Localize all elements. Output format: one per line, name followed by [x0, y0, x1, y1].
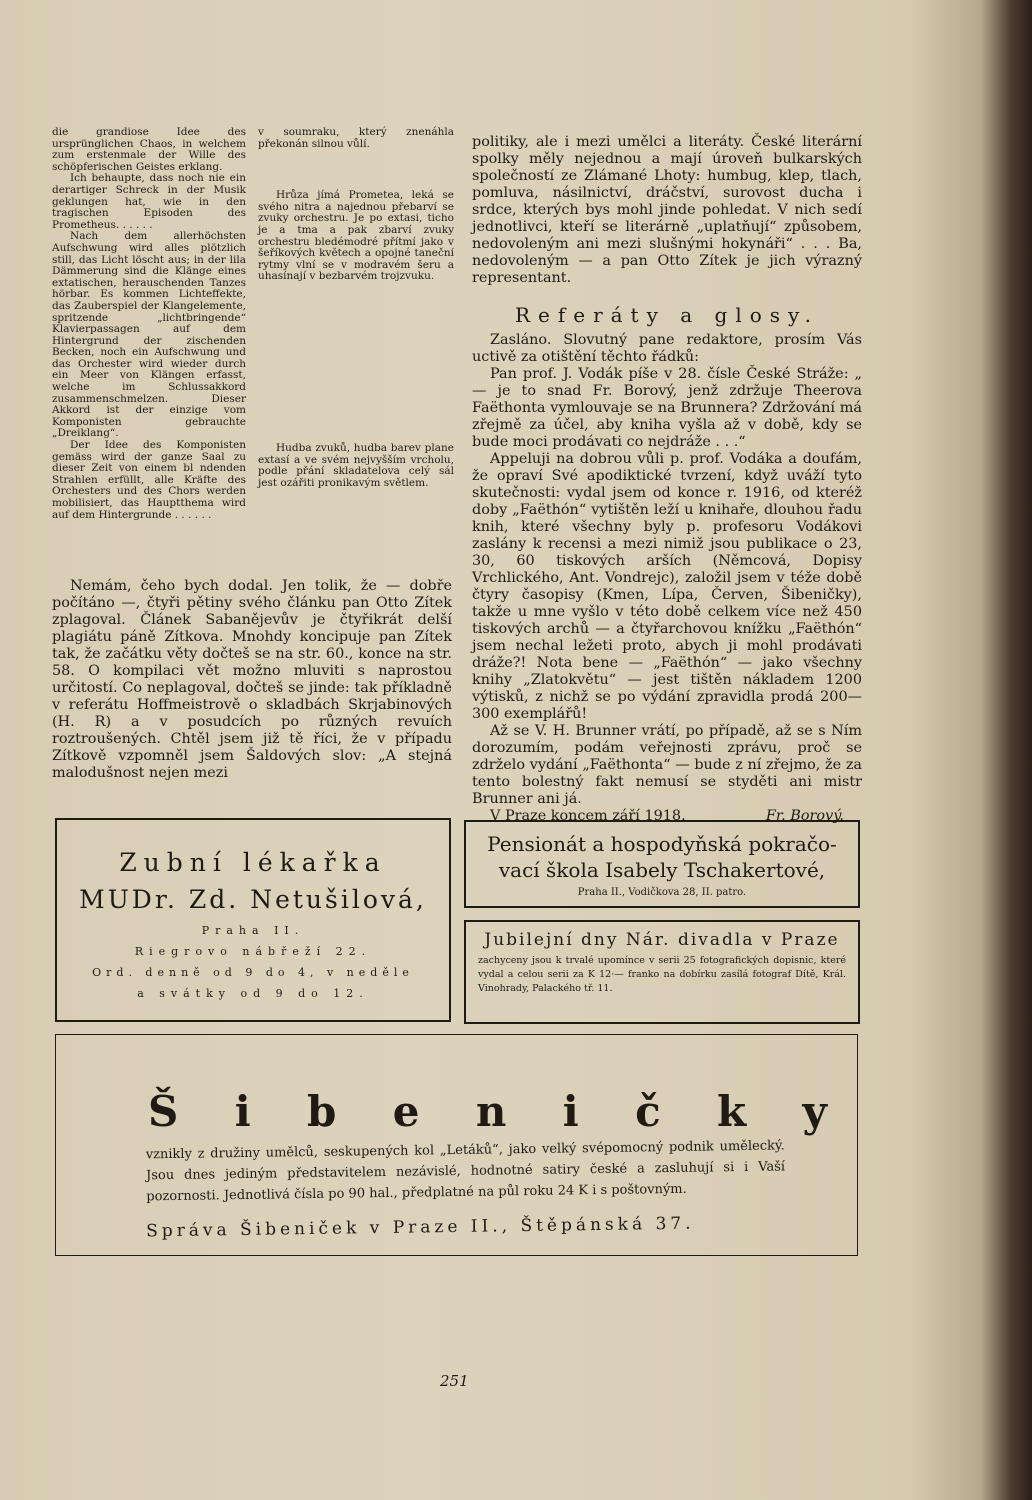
ad-dentist-title: Zubní lékařka: [119, 848, 387, 877]
title-letter: Š: [148, 1087, 179, 1136]
signature-name: Fr. Borový.: [765, 808, 844, 824]
letter-intro: Zasláno. Slovutný pane redaktore, prosím Vás uctivě za otištění těchto řádků:: [472, 332, 862, 365]
german-quote-column: [52, 127, 246, 521]
ad-dentist-hours: Ord. denně od 9 do 4, v neděle: [92, 966, 414, 979]
ad-pension-line-2: vací škola Isabely Tschakertové,: [498, 858, 826, 882]
ad-pension-school: [464, 820, 860, 908]
title-letter: i: [562, 1087, 579, 1136]
conclusion-paragraph: Nemám, čeho bych dodal. Jen tolik, že — dobře počítáno —, čtyři pětiny svého článku pan Otto Zítek zplagoval. Článek Sabanějevův je čtyřikrát delší plagiátu páně Zítkova. Mnohdy koncipuje pan Zítek tak, že začátku věty dočteš se na str. 60., konce na str. 58. O kompilaci vět možno mluviti s naprostou určitostí. Co neplagoval, dočteš se jinde: tak příkladně v referátu Hoffmeistrově o skladbách Skrjabinových (H. R) a v posudcích po různých revuích roztroušených. Chtěl jsem již tě říci, že v případu Zítkově vzpomněl jsem Šaldových slov: „A stejná malodušnost nejen mezi: [52, 578, 452, 781]
title-letter: n: [475, 1087, 507, 1136]
ad-theatre-title: Jubilejní dny Nár. divadla v Praze: [484, 930, 840, 950]
signature-place-date: V Praze koncem září 1918.: [490, 808, 686, 824]
letter-paragraph-2: Appeluji na dobrou vůli p. prof. Vodáka a doufám, že opraví Své apodiktické tvrzení, když uváží tyto skutečnosti: vydal jsem od konce r. 1916, od kteréž doby „Faëthón“ vytištěn leží u knihaře, dlouhou řadu knih, které všechny byly p. profesoru Vodákovi zaslány k recensi a mezi nimiž jsou publikace o 23, 30, 60 tiskových arších (Němcová, Dopisy Vrchlického, Ant. Vondrejc), založil jsem v téže době čtyry časopisy (Kmen, Lípa, Červen, Šibeničky), takže u mne vyšlo v této době celkem více než 450 tiskových archů — a čtyřarchovou knížku „Faëthón“ jsem nechal ležeti proto, abych ji mohl prodávati dráže?! Nota bene — „Faëthón“ — jako všechny knihy „Zlatokvětu“ — jest tištěn nákladem 1200 výtisků, z nichž se po výdání zpravidla prodá 200—300 exemplářů!: [472, 451, 862, 722]
article-conclusion: [52, 578, 452, 782]
ad-theatre-postcards: [464, 920, 860, 1024]
ad-theatre-text: zachyceny jsou k trvalé upomínce v serii 25 fotografických dopisnic, které vydal a celou serii za K 12·— franko na dobírku zasílá fotograf Dítě, Král. Vinohrady, Palackého tř. 11.: [478, 955, 846, 994]
title-letter: b: [307, 1087, 337, 1136]
title-letter: y: [802, 1087, 827, 1136]
section-heading: Referáty a glosy.: [514, 303, 820, 327]
ad-pension-address: Praha II., Vodičkova 28, II. patro.: [577, 887, 747, 898]
ad-sibenicky: [55, 1034, 858, 1256]
german-paragraph-1: die grandiose Idee des ursprünglichen Chaos, in welchem zum erstenmale der Wille des schöpferischen Geistes erklang.: [52, 126, 246, 173]
ad-dentist-city: Praha II.: [201, 924, 305, 937]
translation-paragraph-3: Hudba zvuků, hudba barev plane extasí a ve svém nejvyšším vrcholu, podle přání skladatelova celý sál jest ozářiti pronikavým světlem.: [258, 441, 454, 489]
title-letter: č: [635, 1087, 661, 1136]
ad-dentist-holidays: a svátky od 9 do 12.: [137, 987, 369, 1000]
german-paragraph-2: Ich behaupte, dass noch nie ein derartiger Schreck in der Musik geklungen hat, wie in den tragischen Episoden des Prometheus. . . . . .: [52, 172, 246, 231]
right-column-continuation: politiky, ale i mezi umělci a literáty. České literární spolky měly nejednou a mají úroveň bulkarských společností ze Zlámané Lhoty: humbug, klep, tlach, pomluva, násilnictví, dráčství, surovost ducha i srdce, kterých bys mohl jinde pohledat. V nich sedí jednotlivci, kteří se literárně „uplatňují“ způsobem, nedovoleným ani mezi slušnými hokynáři“ . . . Ba, nedovoleným — a pan Otto Zítek je jich výrazný representant.: [472, 134, 862, 286]
ad-sibenicky-text: vznikly z družiny umělců, seskupených kol „Letáků“, jako velký svépomocný podnik umělecký. Jsou dnes jediným představitelem nezávislé, hodnotné satiry české a zasluhují si i Vaší pozornosti. Jednotlivá čísla po 90 hal., předplatné na půl roku 24 K i s poštovným.: [145, 1138, 786, 1205]
translation-paragraph-1: v soumraku, který znenáhla překonán silnou vůlí.: [258, 126, 454, 150]
czech-translation-column: [258, 127, 454, 489]
ad-dentist: [55, 818, 451, 1022]
german-paragraph-4: Der Idee des Komponisten gemäss wird der ganze Saal zu dieser Zeit von einem bl ndenden Strahlen erfüllt, alle Kräfte des Orchesters und des Chors werden mobilisiert, das Hauptthema wird auf dem Hintergrunde . . . . . .: [52, 439, 246, 521]
letter-paragraph-3: Až se V. H. Brunner vrátí, po případě, až se s Ním dorozumím, podám veřejnosti zprávu, proč se zdrželo vydání „Faëthonta“ — bude z ní zřejmo, že za tento bolestný fakt nemusí se styděti ani mistr Brunner ani já.: [472, 723, 862, 807]
translation-paragraph-2: Hrůza jímá Prometea, leká se svého nitra a najednou přebarví se zvuky orchestru. Je po extasi, ticho je a tma a pak zbarví zvuky orchestru bledémodré přítmí jako v šeříkových květech a opojné taneční rytmy vlní se v modravém šeru a uhasínají v bezbarvém trojzvuku.: [258, 189, 454, 283]
title-letter: k: [717, 1087, 747, 1136]
title-letter: e: [392, 1087, 420, 1136]
ad-dentist-address: Riegrovo nábřeží 22.: [134, 945, 372, 958]
ad-sibenicky-title: [56, 1087, 857, 1136]
title-letter: i: [234, 1087, 251, 1136]
ad-sibenicky-footer: Správa Šibeniček v Praze II., Štěpánská 37.: [145, 1213, 695, 1242]
right-column: [472, 134, 862, 825]
letter-paragraph-1: Pan prof. J. Vodák píše v 28. čísle České Stráže: „ — je to snad Fr. Borový, jenž zdržuje Theerova Faëthonta vymlouvaje se na Brunnera? Zdržování má zřejmě za účel, aby kniha vyšla až v době, kdy se bude moci prodávati co nejdráže . . .“: [472, 366, 862, 450]
ad-dentist-name: MUDr. Zd. Netušilová,: [79, 885, 427, 914]
page-number: 251: [440, 1372, 469, 1390]
german-paragraph-3: Nach dem allerhöchsten Aufschwung wird alles plötzlich still, das Licht löscht aus; in der lila Dämmerung sind die Klänge eines extatischen, herauschenden Tanzes hörbar. Es kommen Lichteffekte, das Zauberspiel der Klangelemente, spritzende „lichtbringende“ Klavierpassagen auf dem Hintergrund der zischenden Becken, noch ein Aufschwung und das Orchester wird wieder durch ein Meer von Klängen erfasst, welche im Schlussakkord zusammenschmelzen. Dieser Akkord ist der einzige vom Komponisten gebrauchte „Dreiklang“.: [52, 230, 246, 440]
ad-pension-line-1: Pensionát a hospodyňská pokračo-: [487, 832, 837, 856]
